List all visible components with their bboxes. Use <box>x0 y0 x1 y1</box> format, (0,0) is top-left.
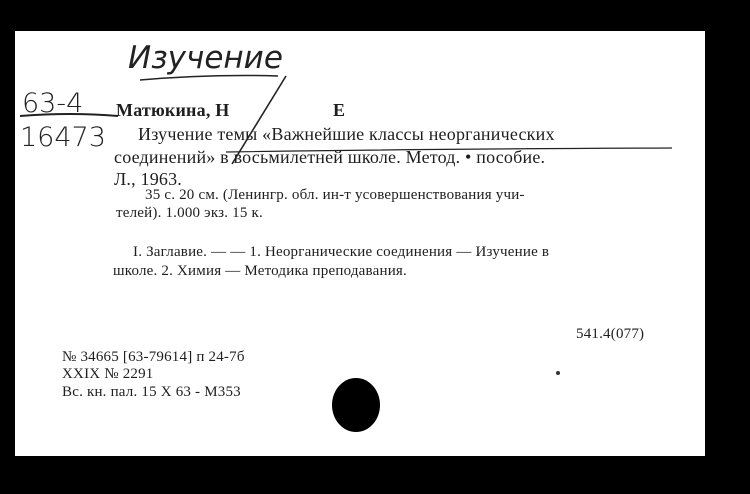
subjects-line-2: школе. 2. Химия — Методика преподавания. <box>113 263 407 279</box>
physical-description-line-1: 35 с. 20 см. (Ленингр. обл. ин-т усовершенствования учи- <box>145 187 525 203</box>
author-name: Матюкина, Н <box>116 100 230 120</box>
title-line-1: Изучение темы «Важнейшие классы неорганических <box>138 124 555 144</box>
subjects-line-1: I. Заглавие. — — 1. Неорганические соединения — Изучение в <box>133 244 550 260</box>
footer-line-3: Вс. кн. пал. 15 X 63 - М353 <box>62 384 241 400</box>
ink-speck <box>556 371 560 375</box>
footer-line-1: № 34665 [63-79614] п 24-7б <box>62 349 245 365</box>
classification-number: 541.4(077) <box>576 326 645 342</box>
title-line-3: Л., 1963. <box>114 169 183 189</box>
footer-line-2: XXIX № 2291 <box>62 366 154 382</box>
physical-description-line-2: телей). 1.000 экз. 15 к. <box>116 205 263 221</box>
title-line-2: соединений» в восьмилетней школе. Метод. • пособие. <box>114 147 546 167</box>
handwritten-shelfmark-bottom: 16473 <box>20 122 106 153</box>
word-underline <box>140 76 278 81</box>
author-line <box>116 100 229 121</box>
handwritten-subject-word: Изучение <box>128 40 283 76</box>
shelfmark-underline <box>20 114 118 116</box>
handwritten-shelfmark-top: 63-4 <box>22 88 84 119</box>
author-initial: Е <box>333 100 346 120</box>
ink-blot <box>332 378 380 432</box>
